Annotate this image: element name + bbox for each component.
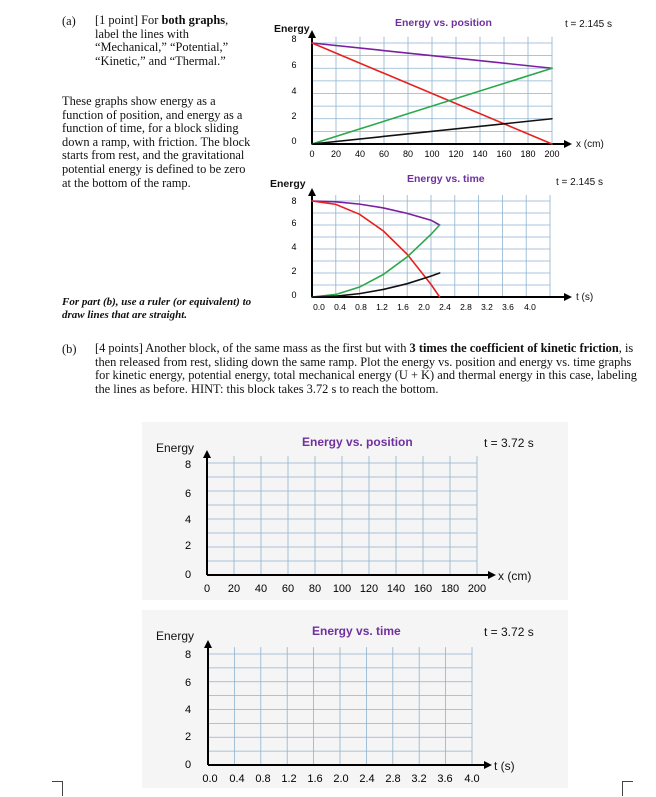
x-tick-label: 3.6	[502, 302, 514, 312]
x-tick-label: 3.2	[411, 773, 427, 785]
y-tick-label: 8	[291, 196, 297, 206]
x-tick-label: 160	[496, 149, 512, 159]
x-tick-label: 0.0	[313, 302, 325, 312]
graph-b-time-time-label: t = 3.72 s	[484, 625, 534, 639]
part-a-instructions	[95, 14, 253, 68]
x-tick-label: 200	[467, 583, 487, 595]
graph-a-position-svg	[264, 10, 628, 162]
y-tick-label: 4	[184, 704, 192, 716]
graph-b-time-xticks	[202, 773, 479, 785]
y-tick-label: 0	[291, 136, 297, 146]
part-a-intro-bold: both graphs	[161, 13, 226, 27]
y-tick-label: 6	[184, 488, 192, 500]
graph-a-position	[264, 10, 628, 162]
graph-a-position-yticks	[291, 34, 296, 146]
y-tick-label: 4	[291, 242, 297, 252]
x-tick-label: 20	[330, 149, 342, 159]
graph-a-time-time-label: t = 2.145 s	[556, 177, 603, 188]
graph-a-time	[264, 166, 628, 316]
y-tick-label: 4	[291, 86, 297, 96]
x-tick-label: 1.2	[281, 773, 297, 785]
x-tick-label: 20	[227, 583, 241, 595]
graph-a-position-ylabel: Energy	[274, 23, 310, 35]
graph-a-time-yticks	[291, 196, 296, 300]
part-b-text-1: [4 points] Another block, of the same mass as the first but with	[95, 341, 410, 355]
x-tick-label: 80	[308, 583, 322, 595]
x-tick-label: 1.6	[307, 773, 323, 785]
graph-b-position-time-label: t = 3.72 s	[484, 436, 534, 450]
graph-b-time-svg	[142, 610, 568, 788]
x-tick-label: 100	[332, 583, 352, 595]
part-a-label: (a)	[62, 14, 76, 28]
graph-a-position-xlabel: x (cm)	[576, 139, 604, 150]
x-tick-label: 40	[354, 149, 366, 159]
y-tick-label: 4	[184, 514, 192, 526]
x-tick-label: 0.4	[229, 773, 245, 785]
graph-a-position-title: Energy vs. position	[395, 17, 492, 29]
x-tick-label: 0.8	[355, 302, 367, 312]
y-tick-label: 2	[291, 111, 297, 121]
x-tick-label: 180	[520, 149, 536, 159]
y-tick-label: 0	[184, 759, 192, 771]
x-tick-label: 0	[309, 149, 315, 159]
x-tick-label: 2.4	[439, 302, 451, 312]
y-tick-label: 6	[291, 218, 297, 228]
graph-b-position-xlabel: x (cm)	[498, 569, 532, 583]
x-tick-label: 2.0	[333, 773, 349, 785]
x-tick-label: 100	[424, 149, 440, 159]
y-axis-arrow	[204, 640, 212, 648]
y-tick-label: 8	[291, 34, 297, 44]
x-axis-arrow	[484, 761, 492, 769]
x-tick-label: 0.8	[255, 773, 271, 785]
graph-a-time-title: Energy vs. time	[407, 173, 485, 185]
y-tick-label: 0	[291, 290, 297, 300]
ruler-note: For part (b), use a ruler (or equivalent) to draw lines that are straight.	[62, 296, 252, 321]
part-b-text-bold: 3 times the coefficient of kinetic friction	[409, 341, 619, 355]
graph-b-position-yticks	[185, 459, 191, 581]
x-tick-label: 60	[281, 583, 295, 595]
x-axis-arrow	[488, 571, 496, 579]
graph-a-position-xticks	[309, 149, 559, 159]
part-a-intro-1: [1 point] For	[95, 13, 162, 27]
y-tick-label: 2	[184, 540, 192, 552]
x-tick-label: 1.2	[376, 302, 388, 312]
graph-b-position-ylabel: Energy	[156, 441, 195, 455]
x-tick-label: 2.4	[359, 773, 375, 785]
x-axis-arrow	[564, 140, 572, 148]
y-tick-label: 8	[184, 649, 192, 661]
part-b-label: (b)	[62, 342, 77, 356]
x-tick-label: 80	[402, 149, 414, 159]
x-axis-arrow	[564, 293, 572, 301]
y-tick-label: 6	[184, 677, 192, 689]
x-tick-label: 2.0	[418, 302, 430, 312]
x-tick-label: 60	[378, 149, 390, 159]
x-tick-label: 3.6	[437, 773, 453, 785]
graph-b-position	[142, 422, 568, 600]
x-tick-label: 140	[472, 149, 488, 159]
graph-a-time-ylabel: Energy	[270, 178, 306, 190]
x-tick-label: 120	[448, 149, 464, 159]
graph-b-position-svg	[142, 422, 568, 600]
y-tick-label: 6	[291, 60, 297, 70]
graph-a-time-xticks	[313, 302, 536, 312]
part-b-text-2: , is then released from rest, sliding down the same ramp. Plot the energy vs. position and energy vs. time graphs for kinetic energy, potential energy, total mechanical energy (U + K) and thermal energy in this case, labeling the lines as before. HINT: this block takes 3.72 s to reach the bottom.	[95, 341, 637, 396]
x-tick-label: 40	[254, 583, 268, 595]
y-tick-label: 8	[184, 459, 192, 471]
y-tick-label: 0	[184, 569, 192, 581]
x-tick-label: 160	[413, 583, 433, 595]
graph-b-position-title: Energy vs. position	[302, 435, 413, 449]
graph-b-time	[142, 610, 568, 788]
y-tick-label: 2	[291, 266, 297, 276]
graph-a-position-time-label: t = 2.145 s	[565, 19, 612, 30]
x-tick-label: 120	[359, 583, 379, 595]
x-tick-label: 0.4	[334, 302, 346, 312]
x-tick-label: 4.0	[524, 302, 536, 312]
crop-mark-left	[52, 781, 63, 796]
graph-b-time-ylabel: Energy	[156, 629, 195, 643]
x-tick-label: 140	[386, 583, 406, 595]
part-a-intro-2: , label the lines with “Mechanical,” “Potential,” “Kinetic,” and “Thermal.”	[95, 13, 229, 68]
x-tick-label: 180	[440, 583, 460, 595]
part-a-description: These graphs show energy as a function of position, and energy as a function of time, for a block sliding down a ramp, with friction. The block starts from rest, and the gravitational potential energy is defined to be zero at the bottom of the ramp.	[62, 94, 251, 190]
y-axis-arrow	[203, 450, 211, 458]
graph-b-time-yticks	[185, 649, 191, 771]
x-tick-label: 4.0	[464, 773, 480, 785]
graph-a-time-svg	[264, 166, 628, 316]
y-axis-arrow	[308, 188, 316, 196]
x-tick-label: 3.2	[481, 302, 493, 312]
x-tick-label: 0	[203, 583, 211, 595]
crop-mark-right	[622, 781, 633, 796]
y-tick-label: 2	[184, 731, 192, 743]
graph-b-position-xticks	[204, 583, 486, 595]
x-tick-label: 200	[544, 149, 560, 159]
part-b-instructions	[95, 342, 640, 396]
graph-b-time-title: Energy vs. time	[312, 624, 401, 638]
x-tick-label: 0.0	[202, 773, 218, 785]
x-tick-label: 2.8	[385, 773, 401, 785]
x-tick-label: 2.8	[460, 302, 472, 312]
graph-a-time-xlabel: t (s)	[576, 292, 594, 303]
x-tick-label: 1.6	[397, 302, 409, 312]
graph-b-time-xlabel: t (s)	[494, 759, 515, 773]
